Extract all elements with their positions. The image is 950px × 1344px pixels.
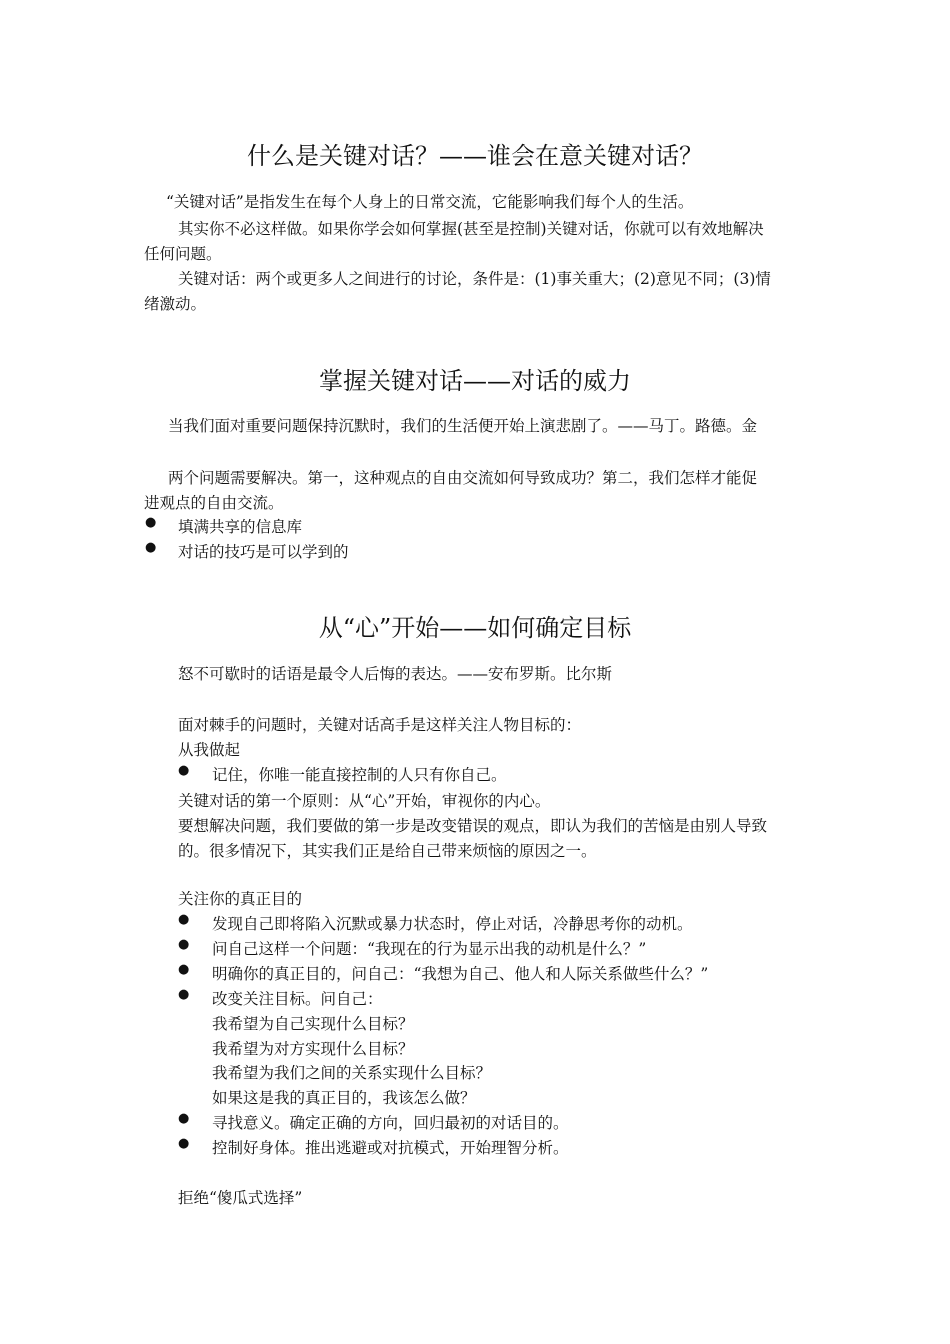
paragraph: 绪激动。 bbox=[144, 295, 207, 313]
list-item: 问自己这样一个问题：“我现在的行为显示出我的动机是什么？” bbox=[212, 940, 647, 958]
paragraph: 关键对话的第一个原则：从“心”开始，审视你的内心。 bbox=[178, 792, 551, 810]
subheading: 拒绝“傻瓜式选择” bbox=[178, 1189, 303, 1207]
list-item: 发现自己即将陷入沉默或暴力状态时，停止对话，冷静思考你的动机。 bbox=[212, 915, 693, 933]
question-line: 我希望为自己实现什么目标？ bbox=[212, 1015, 414, 1033]
bullet-icon: ● bbox=[178, 912, 190, 927]
paragraph: 两个问题需要解决。第一，这种观点的自由交流如何导致成功？第二，我们怎样才能促 bbox=[168, 469, 758, 487]
paragraph: 进观点的自由交流。 bbox=[144, 494, 284, 512]
section-heading: 什么是关键对话？——谁会在意关键对话？ bbox=[247, 142, 703, 170]
paragraph: 面对棘手的问题时，关键对话高手是这样关注人物目标的： bbox=[178, 716, 582, 734]
paragraph: 的。很多情况下，其实我们正是给自己带来烦恼的原因之一。 bbox=[178, 842, 597, 860]
question-line: 我希望为对方实现什么目标？ bbox=[212, 1040, 414, 1058]
question-line: 我希望为我们之间的关系实现什么目标？ bbox=[212, 1064, 492, 1082]
paragraph: 其实你不必这样做。如果你学会如何掌握(甚至是控制)关键对话，你就可以有效地解决 bbox=[178, 220, 764, 238]
paragraph: 关键对话：两个或更多人之间进行的讨论，条件是：(1)事关重大；(2)意见不同；(3)情 bbox=[178, 270, 771, 288]
subheading: 从我做起 bbox=[178, 741, 241, 759]
bullet-icon: ● bbox=[145, 540, 157, 555]
section-heading: 从“心”开始——如何确定目标 bbox=[318, 614, 632, 642]
subheading: 关注你的真正目的 bbox=[178, 890, 303, 908]
bullet-icon: ● bbox=[178, 1136, 190, 1151]
list-item: 寻找意义。确定正确的方向，回归最初的对话目的。 bbox=[212, 1114, 569, 1132]
list-item: 明确你的真正目的，问自己：“我想为自己、他人和人际关系做些什么？” bbox=[212, 965, 709, 983]
list-item: 填满共享的信息库 bbox=[178, 518, 303, 536]
bullet-icon: ● bbox=[178, 987, 190, 1002]
list-item: 记住，你唯一能直接控制的人只有你自己。 bbox=[212, 766, 507, 784]
quote: 当我们面对重要问题保持沉默时，我们的生活便开始上演悲剧了。——马丁。路德。金 bbox=[168, 417, 758, 435]
paragraph: “关键对话”是指发生在每个人身上的日常交流，它能影响我们每个人的生活。 bbox=[166, 193, 694, 211]
bullet-icon: ● bbox=[178, 763, 190, 778]
list-item: 改变关注目标。问自己： bbox=[212, 990, 383, 1008]
bullet-icon: ● bbox=[178, 937, 190, 952]
paragraph: 任何问题。 bbox=[144, 245, 222, 263]
bullet-icon: ● bbox=[178, 962, 190, 977]
bullet-icon: ● bbox=[145, 515, 157, 530]
list-item: 控制好身体。推出逃避或对抗模式，开始理智分析。 bbox=[212, 1139, 569, 1157]
paragraph: 要想解决问题，我们要做的第一步是改变错误的观点，即认为我们的苦恼是由别人导致 bbox=[178, 817, 768, 835]
quote: 怒不可歇时的话语是最令人后悔的表达。——安布罗斯。比尔斯 bbox=[178, 665, 613, 683]
list-item: 对话的技巧是可以学到的 bbox=[178, 543, 349, 561]
question-line: 如果这是我的真正目的，我该怎么做？ bbox=[212, 1089, 476, 1107]
section-heading: 掌握关键对话——对话的威力 bbox=[319, 367, 631, 395]
bullet-icon: ● bbox=[178, 1111, 190, 1126]
